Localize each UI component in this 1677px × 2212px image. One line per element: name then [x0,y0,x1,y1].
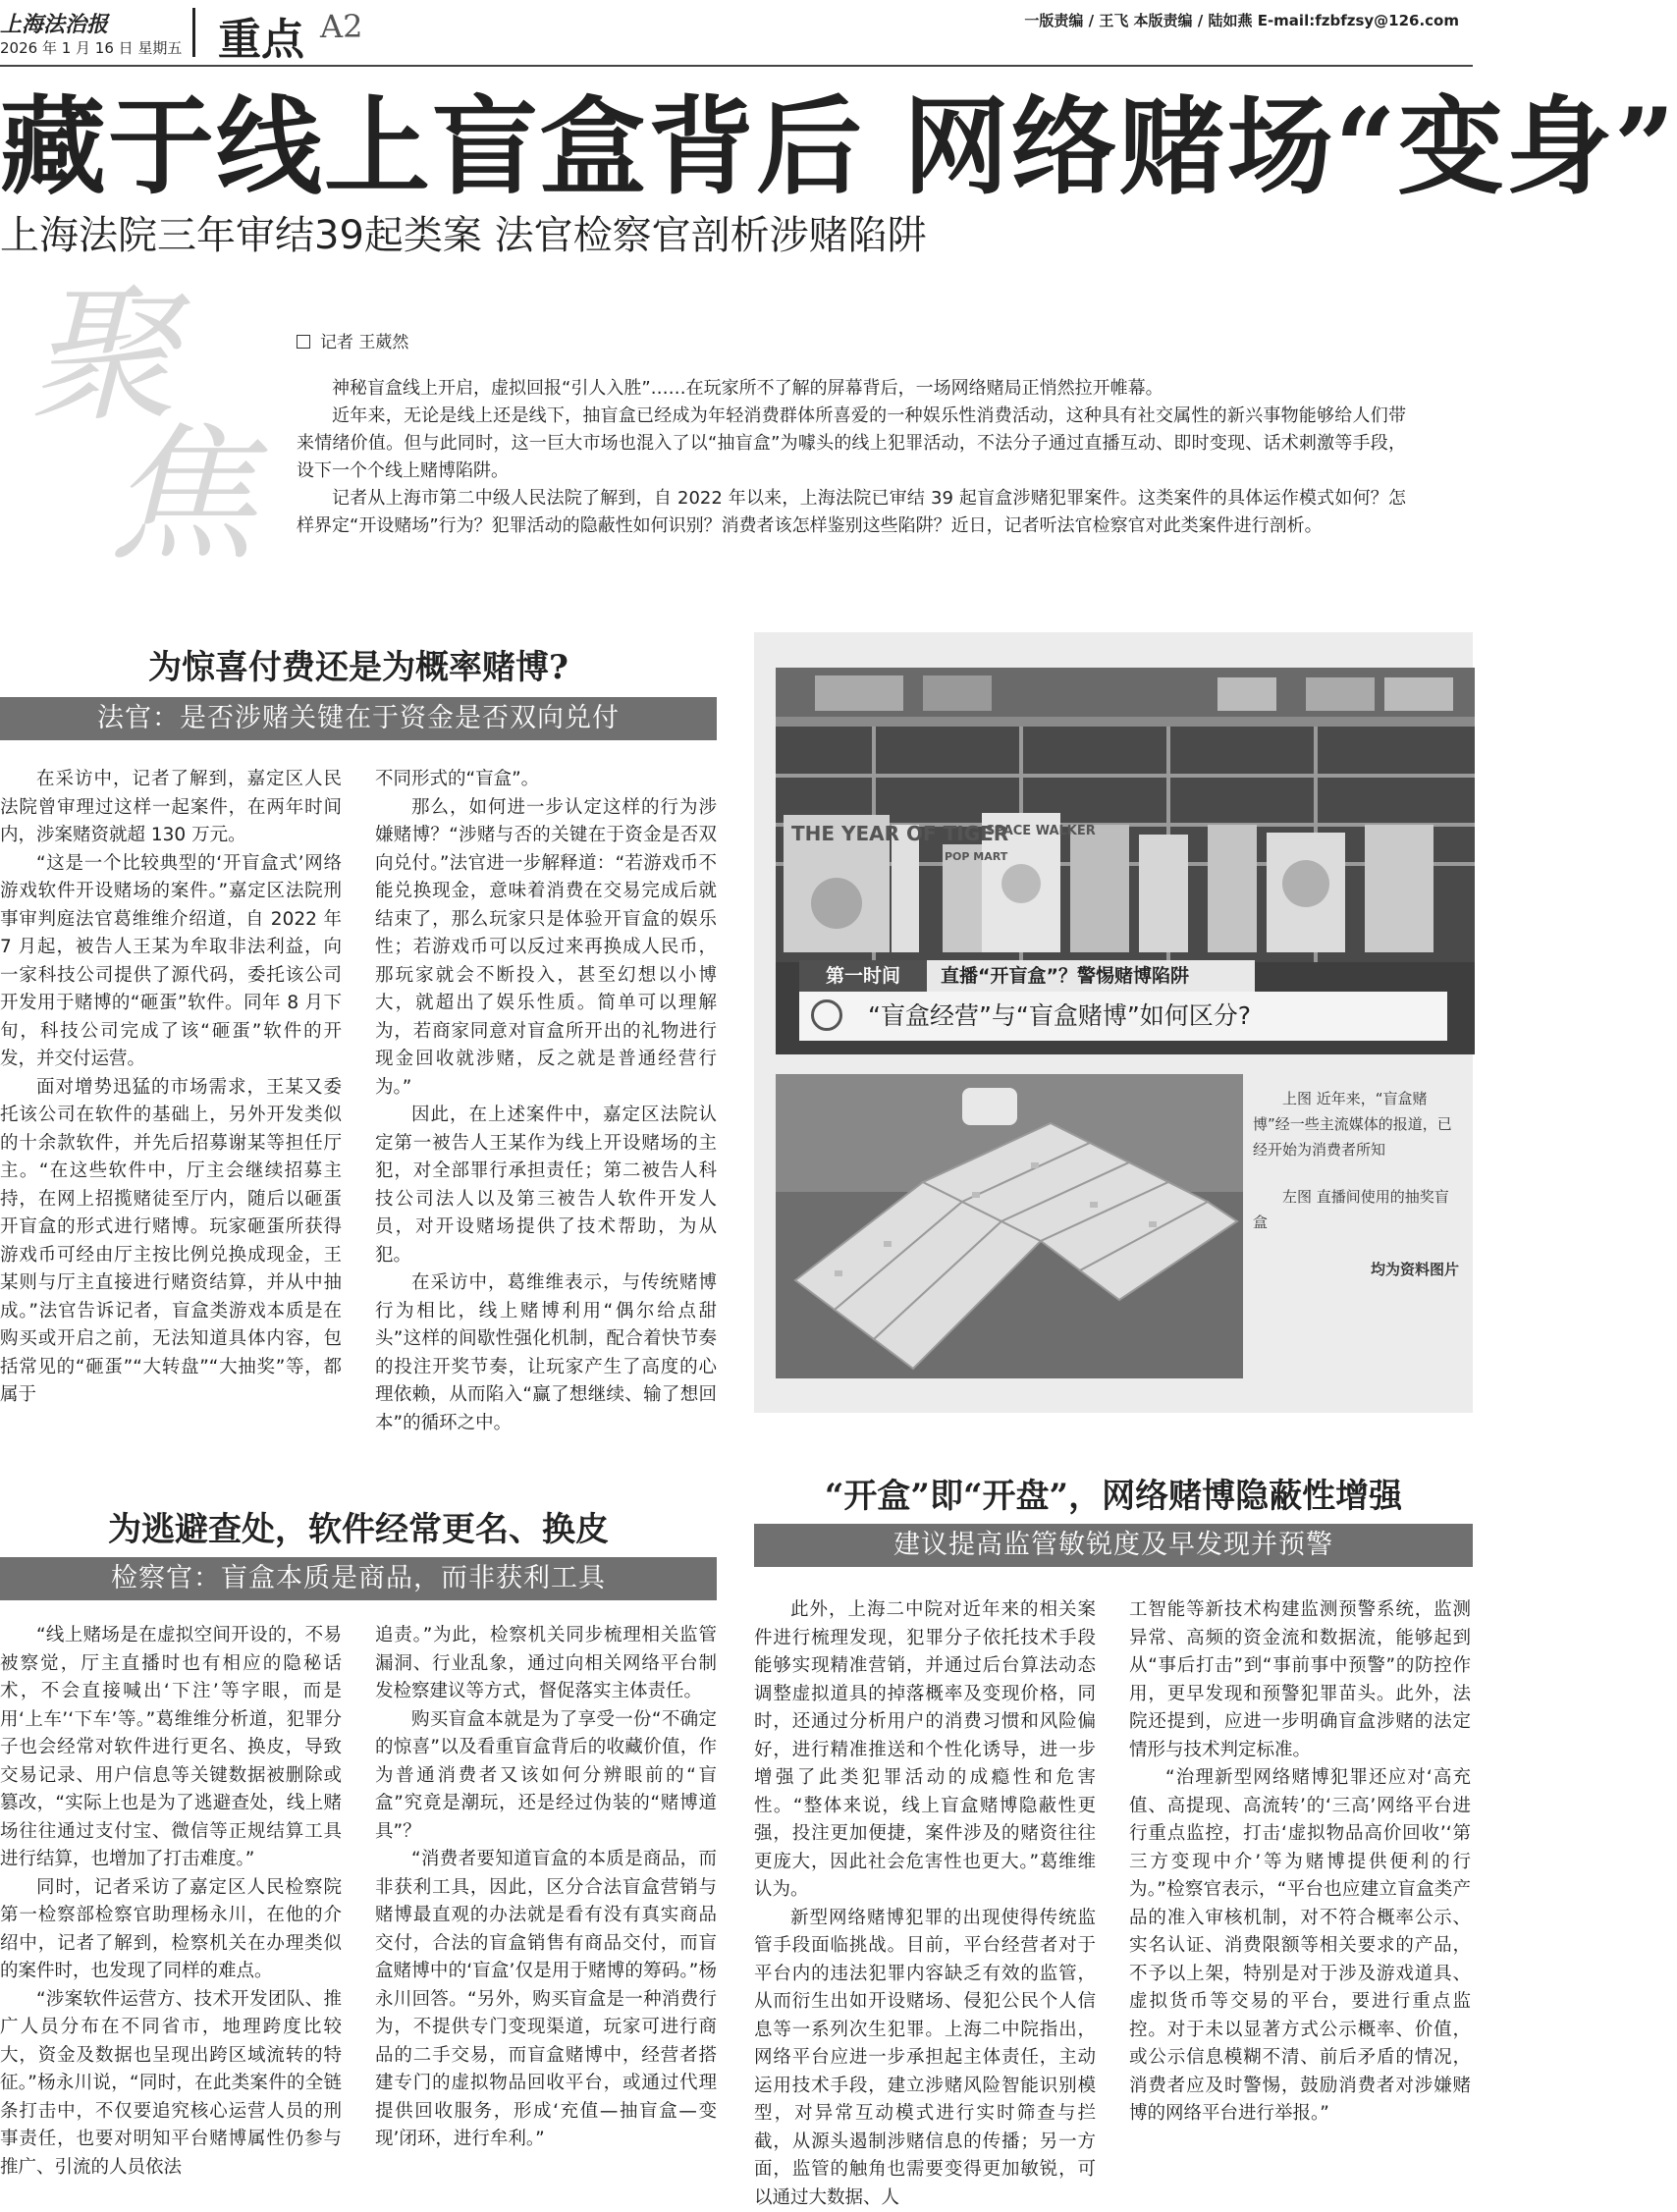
lead-paragraph: 记者从上海市第二中级人民法院了解到，自 2022 年以来，上海法院已审结 39 起盲盒涉赌犯罪案件。这类案件的具体运作模式如何？怎样界定“开设赌场”行为？犯罪活动的隐蔽性如何识别？消费者该怎样鉴别这些陷阱？近日，记者听法官检察官对此类案件进行剖析。 [297,488,1406,536]
article-paragraph: 不同形式的“盲盒”。 [375,769,540,789]
lead-paragraph: 神秘盲盒线上开启，虚拟回报“引人入胜”……在玩家所不了解的屏幕背后，一场网络赌局正悄然拉开帷幕。 [332,378,1163,399]
lead-paragraph: 近年来，无论是线上还是线下，抽盲盒已经成为年轻消费群体所喜爱的一种娱乐性消费活动，这种具有社交属性的新兴事物能够给人们带来情绪价值。但与此同时，这一巨大市场也混入了以“抽盲盒”为噱头的线上犯罪活动，不法分子通过直播互动、即时变现、话术刺激等手段，设下一个个线上赌博陷阱。 [297,405,1406,481]
article-paragraph: 此外，上海二中院对近年来的相关案件进行梳理发现，犯罪分子依托技术手段能够实现精准营销，并通过后台算法动态调整虚拟道具的掉落概率及变现价格，同时，还通过分析用户的消费习惯和风险偏好，进行精准推送和个性化诱导，进一步增强了此类犯罪活动的成瘾性和危害性。“整体来说，线上盲盒赌博隐蔽性更强，投注更加便捷，案件涉及的赌资往往更庞大，因此社会危害性也更大。”葛维维认为。 [754,1599,1096,1900]
section1-column-1 [0,766,342,1410]
photo-question: “盲盒经营”与“盲盒赌博”如何区分? [868,1001,1252,1030]
issue-date: 2026 年 1 月 16 日 星期五 [0,39,183,57]
article-paragraph: “这是一个比较典型的‘开盲盒式’网络游戏软件开设赌场的案件。”嘉定区法院刑事审判庭法官葛维维介绍道，自 2022 年 7 月起，被告人王某为牟取非法利益，向一家科技公司提供了源代码，委托该公司开发用于赌博的“砸蛋”软件。同年 8 月下旬，科技公司完成了该“砸蛋”软件的开发，并交付运营。 [0,852,342,1069]
section2-bar: 检察官：盲盒本质是商品，而非获利工具 [0,1557,717,1600]
photo-captions [1253,1086,1459,1282]
focus-watermark-char-2: 焦 [108,410,256,581]
article-paragraph: 在采访中，记者了解到，嘉定区人民法院曾审理过这样一起案件，在两年时间内，涉案赌资就超 130 万元。 [0,769,342,845]
byline-box-icon [297,335,310,349]
article-paragraph: 购买盲盒本就是为了享受一份“不确定的惊喜”以及看重盲盒背后的收藏价值，作为普通消费者又该如何分辨眼前的“盲盒”究竟是潮玩，还是经过伪装的“赌博道具”？ [375,1708,717,1842]
article-paragraph: “消费者要知道盲盒的本质是商品，而非获利工具，因此，区分合法盲盒营销与赌博最直观的办法就是看有没有真实商品交付，合法的盲盒销售有商品交付，而盲盒赌博中的‘盲盒’仅是用于赌博的筹码。”杨永川回答。“另外，购买盲盒是一种消费行为，不提供专门变现渠道，玩家可进行商品的二手交易，而盲盒赌博中，经营者搭建专门的虚拟物品回收平台，或通过代理提供回收服务，形成‘充值—抽盲盒—变现’闭环，进行牟利。” [375,1849,717,2149]
article-paragraph: 新型网络赌博犯罪的出现使得传统监管手段面临挑战。目前，平台经营者对于平台内的违法犯罪内容缺乏有效的监管，从而衍生出如开设赌场、侵犯公民个人信息等一系列次生犯罪。上海二中院指出，网络平台应进一步承担起主体责任，主动运用技术手段，建立涉赌风险智能识别模型，对异常互动模式进行实时筛查与拦截，从源头遏制涉赌信息的传播；另一方面，监管的触角也需要变得更加敏锐，可以通过大数据、人 [754,1907,1096,2208]
section2-column-2 [375,1622,717,2154]
article-paragraph: 在采访中，葛维维表示，与传统赌博行为相比，线上赌博利用“偶尔给点甜头”这样的间歇性强化机制，配合着快节奏的投注开奖节奏，让玩家产生了高度的心理依赖，从而陷入“赢了想继续、输了想回本”的循环之中。 [375,1272,717,1433]
section2-column-1 [0,1622,342,2182]
blind-box-stack-illustration [776,1074,1243,1378]
focus-watermark-char-1: 聚 [29,271,178,442]
article-paragraph: “涉案软件运营方、技术开发团队、推广人员分布在不同省市，地理跨度比较大，资金及数据也呈现出跨区域流转的特征。”杨永川说，“同时，在此类案件的全链条打击中，不仅要追究核心运营人员的刑事责任，也要对明知平台赌博属性仍参与推广、引流的人员依法 [0,1988,342,2178]
article-paragraph: 同时，记者采访了嘉定区人民检察院第一检察部检察官助理杨永川，在他的介绍中，记者了解到，检察机关在办理类似的案件时，也发现了同样的难点。 [0,1876,342,1981]
section1-bar: 法官：是否涉赌关键在于资金是否双向兑付 [0,697,717,740]
caption-left: 左图 直播间使用的抽奖盲盒 [1253,1188,1449,1231]
byline-text: 记者 王葳然 [320,333,409,352]
blind-box-stack-photo [776,1074,1243,1378]
section3-column-1 [754,1596,1096,2212]
editor-credits: 一版责编 / 王飞 本版责编 / 陆如燕 E-mail:fzbfzsy@126.com [1024,12,1459,29]
sub-headline: 上海法院三年审结39起类案 法官检察官剖析涉赌陷阱 [0,213,927,258]
article-paragraph: “线上赌场是在虚拟空间开设的，不易被察觉，厅主直播时也有相应的隐秘话术，不会直接喊出‘下注’等字眼，而是用‘上车’‘下车’等。”葛维维分析道，犯罪分子也会经常对软件进行更名、换皮，导致交易记录、用户信息等关键数据被删除或篡改，“实际上也是为了逃避查处，线上赌场往往通过支付宝、微信等正规结算工具进行结算，也增加了打击难度。” [0,1625,342,1869]
box-tiger-label: THE YEAR OF TIGER [791,822,1009,845]
photo-question-banner [799,992,1447,1041]
box-popmart-label: POP MART [945,850,1008,863]
newspaper-logo: 上海法治报 [0,12,109,37]
masthead-divider [192,8,195,57]
photo-banner-left: 第一时间 [799,960,927,992]
section2-title: 为逃避查处，软件经常更名、换皮 [108,1510,609,1549]
section1-column-2 [375,766,717,1437]
byline [297,328,408,352]
caption-top: 上图 近年来，“盲盒赌博”经一些主流媒体的报道，已经开始为消费者所知 [1253,1090,1452,1159]
section3-title: “开盒”即“开盘”，网络赌博隐蔽性增强 [824,1477,1403,1516]
lead-paragraphs [297,375,1406,540]
section3-bar: 建议提高监管敏锐度及早发现并预警 [754,1524,1473,1567]
page-number: A2 [320,8,363,45]
photo-banner-right: 直播“开盲盒”？警惕赌博陷阱 [927,960,1255,992]
section1-title: 为惊喜付费还是为概率赌博? [148,648,568,687]
box-space-label: SPACE WALKER [986,824,1096,838]
article-paragraph: “治理新型网络赌博犯罪还应对‘高充值、高提现、高流转’的‘三高’网络平台进行重点监控，打击‘虚拟物品高价回收’‘第三方变现中介’等为赌博提供便利的行为。”检察官表示，“平台也应建立盲盒类产品的准入审核机制，对不符合概率公示、实名认证、消费限额等相关要求的产品，不予以上架，特别是对于涉及游戏道具、虚拟货币等交易的平台，要进行重点监控。对于未以显著方式公示概率、价值，或公示信息模糊不清、前后矛盾的情况，消费者应及时警惕，鼓励消费者对涉嫌赌博的网络平台进行举报。” [1129,1767,1471,2124]
article-paragraph: 那么，如何进一步认定这样的行为涉嫌赌博？“涉赌与否的关键在于资金是否双向兑付。”法官进一步解释道：“若游戏币不能兑换现金，意味着消费在交易完成后就结束了，那么玩家只是体验开盲盒的娱乐性；若游戏币可以反过来再换成人民币，那玩家就会不断投入，甚至幻想以小博大，就超出了娱乐性质。简单可以理解为，若商家同意对盲盒所开出的礼物进行现金回收就涉赌，反之就是普通经营行为。” [375,796,717,1098]
section-name: 重点 [218,15,304,65]
article-paragraph: 面对增势迅猛的市场需求，王某又委托该公司在软件的基础上，另外开发类似的十余款软件，并先后招募谢某等担任厅主。“在这些软件中，厅主会继续招募主持，在网上招揽赌徒至厅内，随后以砸蛋开盲盒的形式进行赌博。玩家砸蛋所获得游戏币可经由厅主按比例兑换成现金，王某则与厅主直接进行赌资结算，并从中抽成。”法官告诉记者，盲盒类游戏本质是在购买或开启之前，无法知道具体内容，包括常见的“砸蛋”“大转盘”“大抽奖”等，都属于 [0,1076,342,1405]
article-paragraph: 因此，在上述案件中，嘉定区法院认定第一被告人王某作为线上开设赌场的主犯，对全部罪行承担责任；第二被告人科技公司法人以及第三被告人软件开发人员，对开设赌场提供了技术帮助，为从犯。 [375,1105,717,1266]
main-headline: 藏于线上盲盒背后 网络赌场“变身” [0,85,1677,209]
article-paragraph: 追责。”为此，检察机关同步梳理相关监管漏洞、行业乱象，通过向相关网络平台制发检察建议等方式，督促落实主体责任。 [375,1625,717,1701]
article-paragraph: 工智能等新技术构建监测预警系统，监测异常、高频的资金流和数据流，能够起到从“事后打击”到“事前事中预警”的防控作用，更早发现和预警犯罪苗头。此外，法院还提到，应进一步明确盲盒涉赌的法定情形与技术判定标准。 [1129,1599,1471,1760]
masthead-rule [0,65,1473,67]
photo-credit: 均为资料图片 [1370,1261,1459,1278]
section3-column-2 [1129,1596,1471,2129]
refresh-arrow-icon [811,999,842,1031]
